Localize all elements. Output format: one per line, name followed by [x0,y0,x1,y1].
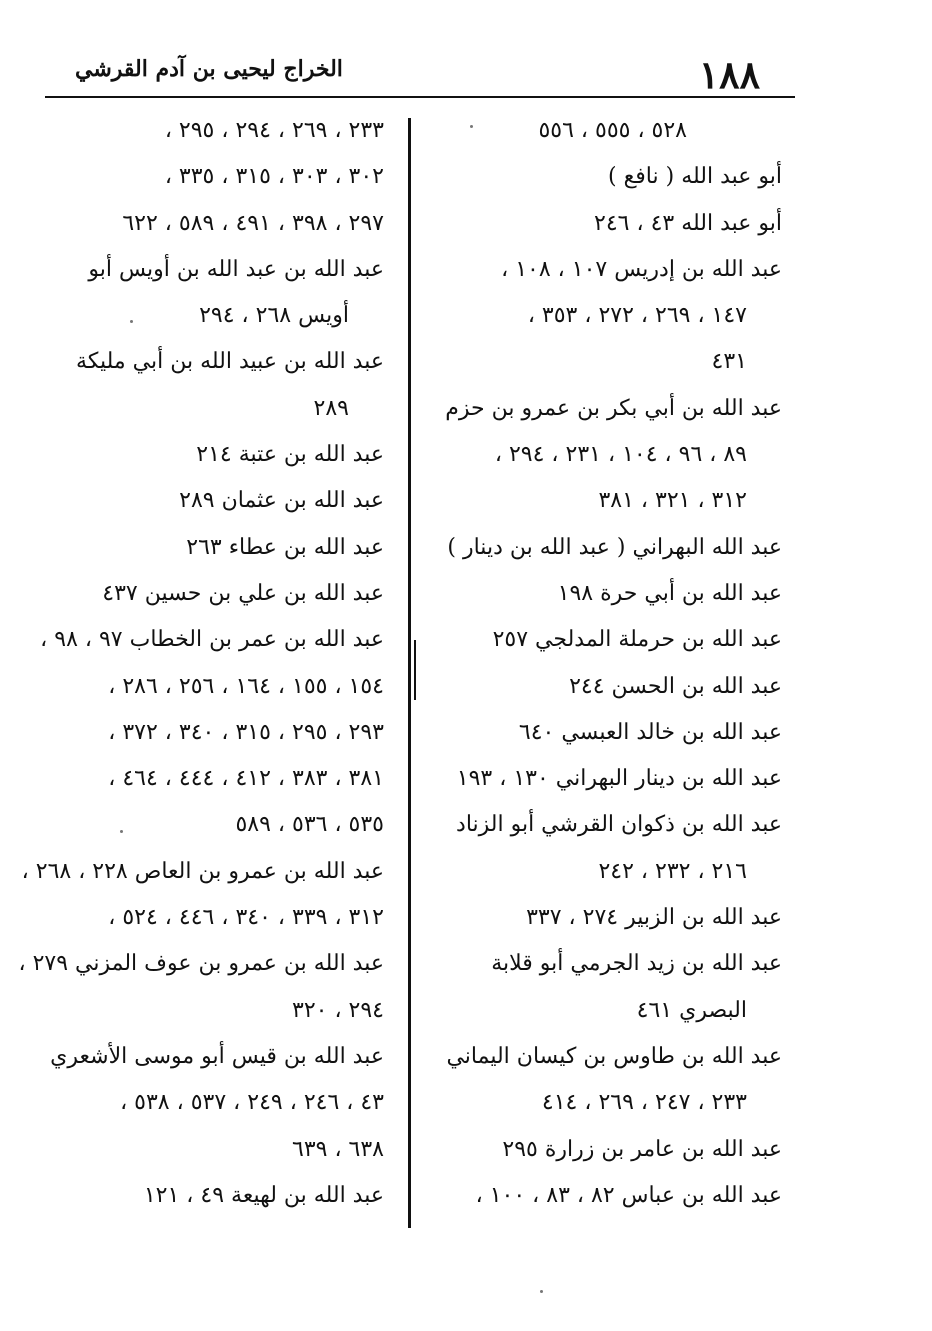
running-title: الخراج ليحيى بن آدم القرشي [75,56,343,82]
index-entry-line: ٥٣٥ ، ٥٣٦ ، ٥٨٩ [235,812,384,838]
index-entry-line: عبد الله بن عثمان ٢٨٩ [179,488,384,514]
index-entry-line: عبد الله بن ذكوان القرشي أبو الزناد [456,812,782,838]
index-entry-line: عبد الله بن قيس أبو موسى الأشعري [50,1043,384,1069]
index-entry-line: عبد الله بن عباس ٨٢ ، ٨٣ ، ١٠٠ ، [475,1182,782,1208]
index-entry-line: ٣١٢ ، ٣٢١ ، ٣٨١ [598,488,747,514]
column-divider-mark [414,640,416,700]
index-entry-line: أبو عبد الله ٤٣ ، ٢٤٦ [594,210,782,236]
index-entry-line: عبد الله بن الحسن ٢٤٤ [569,673,782,699]
scan-speck [540,1290,543,1293]
index-entry-line: ٢٨٩ [313,395,349,421]
scan-speck [130,320,133,323]
index-entry-line: عبد الله بن أبي حرة ١٩٨ [557,580,782,606]
index-entry-line: عبد الله بن زيد الجرمي أبو قلابة [491,951,782,977]
index-entry-line: عبد الله بن دينار البهراني ١٣٠ ، ١٩٣ [456,766,782,792]
index-entry-line: ٣١٢ ، ٣٣٩ ، ٣٤٠ ، ٤٤٦ ، ٥٢٤ ، [108,905,384,931]
index-entry-line: عبد الله بن حرملة المدلجي ٢٥٧ [492,627,782,653]
scan-speck [470,125,473,128]
index-entry-line: ٥٢٨ ، ٥٥٥ ، ٥٥٦ [538,118,687,143]
index-column-right [447,108,782,1219]
index-entry-line: ٢٩٧ ، ٣٩٨ ، ٤٩١ ، ٥٨٩ ، ٦٢٢ [122,210,384,236]
index-entry-line: عبد الله بن عمرو بن العاص ٢٢٨ ، ٢٦٨ ، [21,858,384,884]
column-divider [408,118,411,1228]
index-entry-line: ١٤٧ ، ٢٦٩ ، ٢٧٢ ، ٣٥٣ ، [527,303,747,329]
index-entry-line: عبد الله بن عتبة ٢١٤ [196,442,384,468]
index-entry-line: عبد الله بن أبي بكر بن عمرو بن حزم [445,395,782,421]
index-entry-line: ٦٣٨ ، ٦٣٩ [292,1136,384,1162]
index-entry-line: ٢٣٣ ، ٢٤٧ ، ٢٦٩ ، ٤١٤ [541,1090,747,1116]
index-entry-line: ٤٣١ [711,349,747,375]
index-column-left [18,108,384,1219]
index-entry-line: عبد الله بن إدريس ١٠٧ ، ١٠٨ ، [501,256,782,282]
index-entry-line: عبد الله بن عبد الله بن أويس أبو [88,256,384,282]
index-entry-line: عبد الله بن علي بن حسين ٤٣٧ [102,580,384,606]
index-entry-line: ٢٣٣ ، ٢٦٩ ، ٢٩٤ ، ٢٩٥ ، [164,118,384,143]
index-entry-line: عبد الله بن عمرو بن عوف المزني ٢٧٩ ، [18,951,384,977]
index-entry-line: عبد الله بن عطاء ٢٦٣ [186,534,384,560]
index-entry-line: ٢٩٣ ، ٢٩٥ ، ٣١٥ ، ٣٤٠ ، ٣٧٢ ، [108,719,384,745]
index-entry-line: ٨٩ ، ٩٦ ، ١٠٤ ، ٢٣١ ، ٢٩٤ ، [494,442,747,468]
index-entry-line: البصري ٤٦١ [636,997,747,1023]
index-entry-line: عبد الله بن عبيد الله بن أبي مليكة [76,349,384,375]
index-entry-line: ٣٠٢ ، ٣٠٣ ، ٣١٥ ، ٣٣٥ ، [164,164,384,190]
index-entry-line: أويس ٢٦٨ ، ٢٩٤ [199,303,349,329]
header-rule [45,96,795,98]
index-entry-line: ٢١٦ ، ٢٣٢ ، ٢٤٢ [598,858,747,884]
index-entry-line: ٢٩٤ ، ٣٢٠ [292,997,384,1023]
index-entry-line: عبد الله بن طاوس بن كيسان اليماني [446,1043,782,1069]
index-entry-line: عبد الله بن عامر بن زرارة ٢٩٥ [502,1136,782,1162]
scan-speck [120,830,123,833]
index-entry-line: ٣٨١ ، ٣٨٣ ، ٤١٢ ، ٤٤٤ ، ٤٦٤ ، [108,766,384,792]
index-entry-line: عبد الله بن خالد العبسي ٦٤٠ [518,719,782,745]
index-entry-line: ٤٣ ، ٢٤٦ ، ٢٤٩ ، ٥٣٧ ، ٥٣٨ ، [120,1090,384,1116]
index-entry-line: عبد الله بن الزبير ٢٧٤ ، ٣٣٧ [526,905,782,931]
page-number: ١٨٨ [698,52,760,97]
index-entry-line: عبد الله بن عمر بن الخطاب ٩٧ ، ٩٨ ، [40,627,384,653]
index-entry-line: عبد الله البهراني ( عبد الله بن دينار ) [447,534,782,560]
index-entry-line: عبد الله بن لهيعة ٤٩ ، ١٢١ [143,1182,384,1208]
index-entry-line: ١٥٤ ، ١٥٥ ، ١٦٤ ، ٢٥٦ ، ٢٨٦ ، [108,673,384,699]
page-header [45,38,795,96]
index-entry-line: أبو عبد الله ( نافع ) [608,164,782,190]
